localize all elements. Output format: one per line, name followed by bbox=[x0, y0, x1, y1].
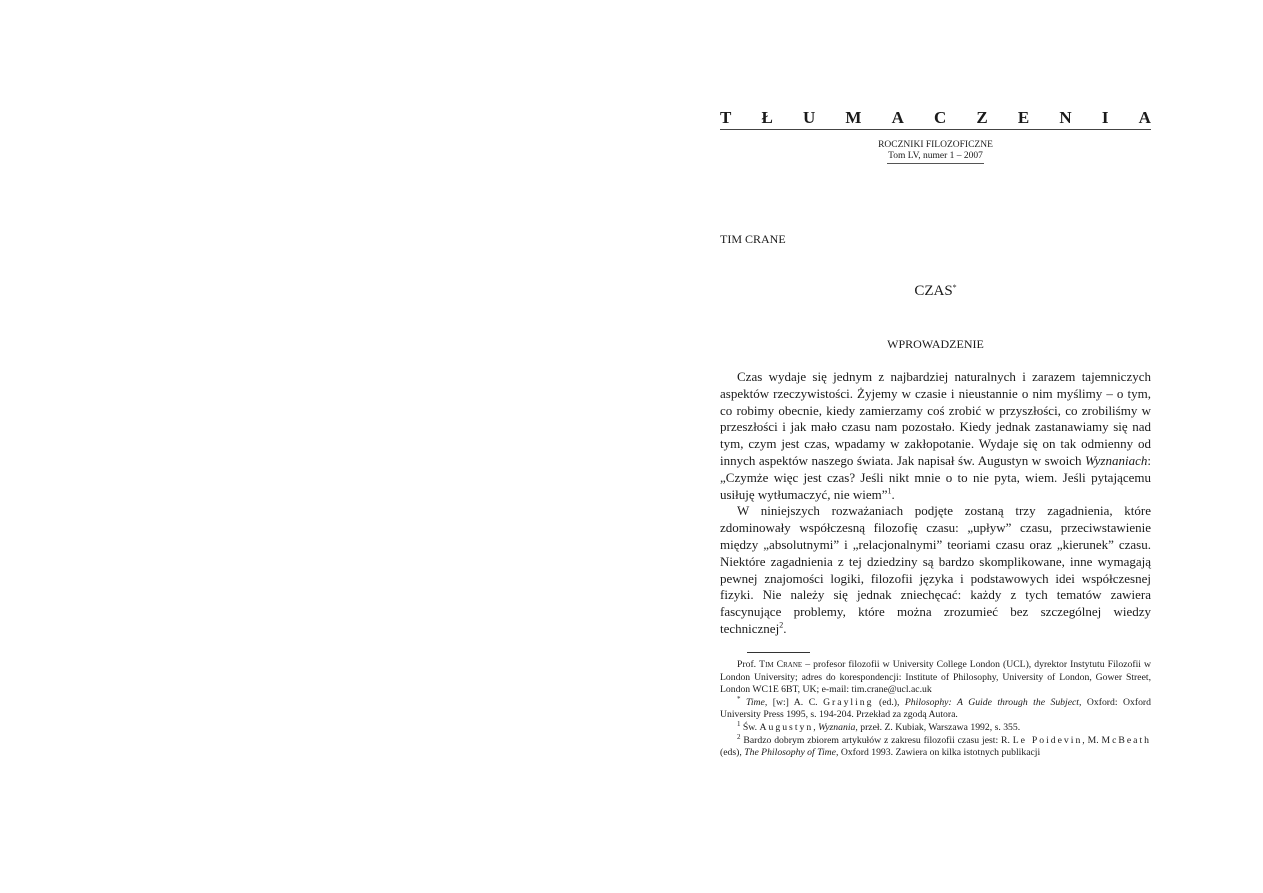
footnote-2 bbox=[720, 732, 1151, 760]
journal-page bbox=[720, 0, 1151, 893]
footnote-text: , bbox=[813, 721, 819, 733]
section-letter: Ł bbox=[761, 108, 773, 127]
footnote-mark: 1 bbox=[737, 719, 741, 728]
footnote-text: (eds), bbox=[720, 747, 745, 759]
body-text: Czas wydaje się jednym z najbardziej naturalnych i zarazem tajemniczych aspektów rzeczywistości. Żyjemy w czasie i nieustannie o nim myślimy – o tym, co robimy obecnie, kiedy zamierzamy coś zrobić w przyszłości, co zrobiliśmy w przeszłości i jak mało czasu nam pozostało. Kiedy jednak zastanawiamy się nad tym, czym jest czas, wpadamy w zakłopotanie. Wydaje się on tak odmienny od innych aspektów naszego świata. Jak napisał św. Augustyn w swoich bbox=[720, 369, 1151, 468]
article-author: TIM CRANE bbox=[720, 232, 786, 246]
footnote-spaced-name: Le Poidevin bbox=[1012, 734, 1083, 746]
section-letter: U bbox=[802, 108, 816, 127]
section-letter: Z bbox=[976, 108, 988, 127]
footnote-spaced-name: McBeath bbox=[1101, 734, 1151, 746]
footnote-text: Prof. bbox=[737, 659, 760, 670]
footnote-1 bbox=[720, 719, 1151, 735]
footnote-ref[interactable]: 1 bbox=[887, 486, 892, 496]
section-letter: A bbox=[1138, 108, 1151, 127]
footnote-spaced-name: Augustyn bbox=[759, 721, 814, 733]
article-title bbox=[720, 282, 1151, 300]
body-text: : „Czymże więc jest czas? Jeśli nikt mnie o to nie pyta, wiem. Jeśli pytającemu usiłuję wytłumaczyć, nie wiem” bbox=[720, 452, 1151, 502]
journal-name: ROCZNIKI FILOZOFICZNE bbox=[878, 140, 993, 150]
footnote-mark: * bbox=[737, 694, 741, 703]
section-letter: E bbox=[1017, 108, 1030, 127]
footnote-text: , przeł. Z. Kubiak, Warszawa 1992, s. 355. bbox=[855, 721, 1021, 733]
footnote-italic: Wyznania bbox=[818, 721, 856, 733]
section-letter: A bbox=[891, 108, 904, 127]
journal-volume: Tom LV, numer 1 – 2007 bbox=[887, 151, 984, 164]
article-title-text: CZAS bbox=[914, 283, 953, 299]
journal-info bbox=[720, 140, 1151, 164]
section-letter: I bbox=[1101, 108, 1109, 127]
section-title bbox=[720, 108, 1151, 128]
body-text: . bbox=[783, 620, 787, 636]
footnote-text: Św. bbox=[742, 721, 760, 733]
footnote-separator bbox=[747, 652, 810, 653]
footnote-author bbox=[720, 659, 1151, 697]
footnote-mark: 2 bbox=[737, 732, 741, 741]
section-letter: C bbox=[934, 108, 947, 127]
body-text: . bbox=[891, 486, 895, 502]
body-paragraph bbox=[720, 503, 1151, 637]
footnote-text: , Oxford: Oxford University Press 1995, s. 194-204. Przekład za zgodą Autora. bbox=[720, 696, 1152, 721]
footnote-spaced-name: Grayling bbox=[823, 696, 874, 708]
footnote-text: , [w:] A. C. bbox=[764, 696, 824, 708]
footnote-star bbox=[720, 694, 1152, 722]
body-italic-text: Wyznaniach bbox=[1085, 452, 1148, 468]
section-letter: M bbox=[845, 108, 862, 127]
footnote-italic: The Philosophy of Time bbox=[744, 747, 836, 759]
footnote-author-name: Tim Crane bbox=[759, 659, 803, 670]
footnote-text: , Oxford 1993. Zawiera on kilka istotnych publikacji bbox=[835, 747, 1041, 759]
body-paragraph bbox=[720, 369, 1151, 503]
footnote-text: Bardzo dobrym zbiorem artykułów z zakresu filozofii czasu jest: R. bbox=[743, 734, 1013, 746]
section-letter: T bbox=[720, 108, 732, 127]
footnote-text: – profesor filozofii w University College London (UCL), dyrektor Instytutu Filozofii w London University; adres do korespondencji: Institute of Philosophy, University of London, Gower Street, London WC1E 6BT, UK; e-mail: tim.crane@ucl.ac.uk bbox=[720, 659, 1151, 696]
body-text: W niniejszych rozważaniach podjęte zostaną trzy zagadnienia, które zdominowały współczesną filozofię czasu: „upływ” czasu, przeciwstawienie między „absolutnymi” i „relacjonalnymi” teoriami czasu oraz „kierunek” czasu. Niektóre zagadnienia z tej dziedziny są bardzo skomplikowane, inne wymagają pewnej znajomości logiki, filozofii języka i podstawowych idei współczesnej fizyki. Nie należy się jednak zniechęcać: każdy z tych tematów zawiera fascynujące problemy, które można zrozumieć bez szczególnej wiedzy technicznej bbox=[720, 503, 1151, 636]
header-rule bbox=[720, 129, 1151, 130]
title-footnote-mark: * bbox=[952, 283, 957, 292]
footnote-italic: Philosophy: A Guide through the Subject bbox=[904, 696, 1079, 708]
article-body bbox=[720, 369, 1151, 638]
section-heading: WPROWADZENIE bbox=[887, 337, 984, 351]
footnotes bbox=[720, 659, 1151, 760]
footnote-text: (ed.), bbox=[873, 696, 905, 708]
section-letter: N bbox=[1059, 108, 1072, 127]
footnote-ref[interactable]: 2 bbox=[779, 620, 784, 630]
footnote-italic: Time bbox=[745, 696, 765, 708]
footnote-text: , M. bbox=[1082, 734, 1102, 746]
